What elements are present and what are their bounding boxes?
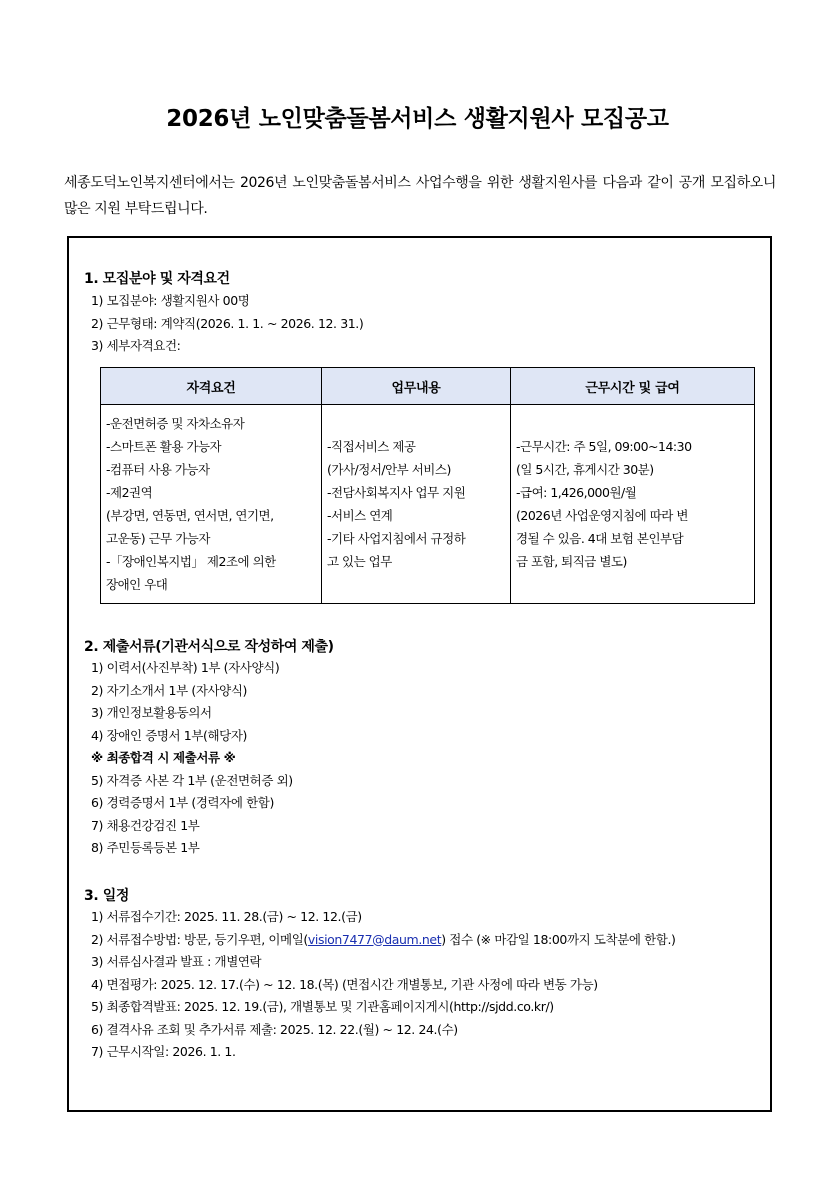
hours-pay-line: (일 5시간, 휴게시간 30분) [516, 462, 654, 477]
hours-pay-line: -급여: 1,426,000원/월 [516, 485, 637, 500]
list-item: 4) 장애인 증명서 1부(해당자) [91, 727, 248, 743]
list-item: 1) 이력서(사진부착) 1부 (자사양식) [91, 660, 280, 675]
list-item: 3) 개인정보활용동의서 [91, 705, 212, 720]
qualification-line: -스마트폰 활용 가능자 [106, 439, 222, 454]
section-1-list [91, 290, 363, 358]
qualifications-cell [101, 405, 322, 604]
list-item: 1) 모집분야: 생활지원사 00명 [91, 293, 250, 308]
notice-box [67, 236, 772, 1112]
qualification-line: -운전면허증 및 자차소유자 [106, 416, 245, 431]
duties-cell [322, 405, 511, 604]
list-item: 6) 결격사유 조회 및 추가서류 제출: 2025. 12. 22.(월) ~ 12. 24.(수) [91, 1021, 458, 1037]
hours-pay-line: (2026년 사업운영지침에 따라 변 [516, 508, 688, 523]
header-duties: 업무내용 [322, 368, 511, 405]
qualification-line: (부강면, 연동면, 연서면, 연기면, [106, 508, 274, 523]
duty-line: -기타 사업지침에서 규정하 [327, 531, 466, 546]
qualification-line: -「장애인복지법」 제2조에 의한 [106, 554, 276, 569]
qualification-line: 고운동) 근무 가능자 [106, 531, 210, 546]
duty-line: -직접서비스 제공 [327, 439, 416, 454]
list-item: 2) 자기소개서 1부 (자사양식) [91, 682, 248, 698]
final-docs-header: ※ 최종합격 시 제출서류 ※ [91, 750, 236, 765]
list-item: 2) 근무형태: 계약직(2026. 1. 1. ~ 2026. 12. 31.) [91, 315, 364, 331]
duty-line: (가사/정서/안부 서비스) [327, 462, 451, 477]
section-3-list [91, 906, 676, 1064]
email-link[interactable]: vision7477@daum.net [307, 931, 442, 947]
requirements-table [100, 367, 755, 604]
qualification-line: -제2권역 [106, 485, 153, 500]
section-2-list [91, 657, 293, 860]
list-item: 3) 서류심사결과 발표 : 개별연락 [91, 954, 262, 969]
duty-line: -서비스 연계 [327, 508, 393, 523]
list-item: 7) 근무시작일: 2026. 1. 1. [91, 1044, 236, 1059]
page-title: 2026년 노인맞춤돌봄서비스 생활지원사 모집공고 [166, 106, 669, 132]
hours-pay-cell [511, 405, 755, 604]
qualification-line: -컴퓨터 사용 가능자 [106, 462, 210, 477]
list-item: 1) 서류접수기간: 2025. 11. 28.(금) ~ 12. 12.(금) [91, 909, 362, 924]
header-qualifications: 자격요건 [101, 368, 322, 405]
qualification-line: 장애인 우대 [106, 577, 168, 592]
submission-method-note: ) 접수 (※ 마감일 18:00까지 도착분에 한함.) [441, 931, 676, 947]
section-3-title: 3. 일정 [84, 888, 129, 904]
list-item: 3) 세부자격요건: [91, 338, 181, 353]
hours-pay-line: -근무시간: 주 5일, 09:00~14:30 [516, 439, 692, 454]
table-header-row [101, 368, 755, 405]
list-item: 7) 채용건강검진 1부 [91, 817, 200, 833]
section-2-title: 2. 제출서류(기관서식으로 작성하여 제출) [84, 639, 334, 655]
hours-pay-line: 금 포함, 퇴직금 별도) [516, 554, 627, 569]
intro-paragraph: 세종도덕노인복지센터에서는 2026년 노인맞춤돌봄서비스 사업수행을 위한 생활지원사를 다음과 같이 공개 모집하오니 많은 지원 부탁드립니다. [64, 175, 776, 217]
hours-pay-line: 경될 수 있음. 4대 보험 본인부담 [516, 531, 684, 546]
header-hours-pay: 근무시간 및 급여 [511, 368, 755, 405]
list-item: 4) 면접평가: 2025. 12. 17.(수) ~ 12. 18.(목) (면접시간 개별통보, 기관 사정에 따라 변동 가능) [91, 976, 598, 992]
list-item-submission-method [91, 929, 676, 952]
duty-line: 고 있는 업무 [327, 554, 392, 569]
section-1-title: 1. 모집분야 및 자격요건 [84, 271, 230, 287]
duty-line: -전담사회복지사 업무 지원 [327, 485, 466, 500]
list-item: 6) 경력증명서 1부 (경력자에 한함) [91, 795, 274, 810]
list-item: 8) 주민등록등본 1부 [91, 840, 200, 855]
submission-method-text: 2) 서류접수방법: 방문, 등기우편, 이메일( [91, 931, 308, 947]
list-item: 5) 자격증 사본 각 1부 (운전면허증 외) [91, 772, 293, 788]
list-item: 5) 최종합격발표: 2025. 12. 19.(금), 개별통보 및 기관홈페이지게시(http://sjdd.co.kr/) [91, 999, 554, 1014]
table-row [101, 405, 755, 604]
